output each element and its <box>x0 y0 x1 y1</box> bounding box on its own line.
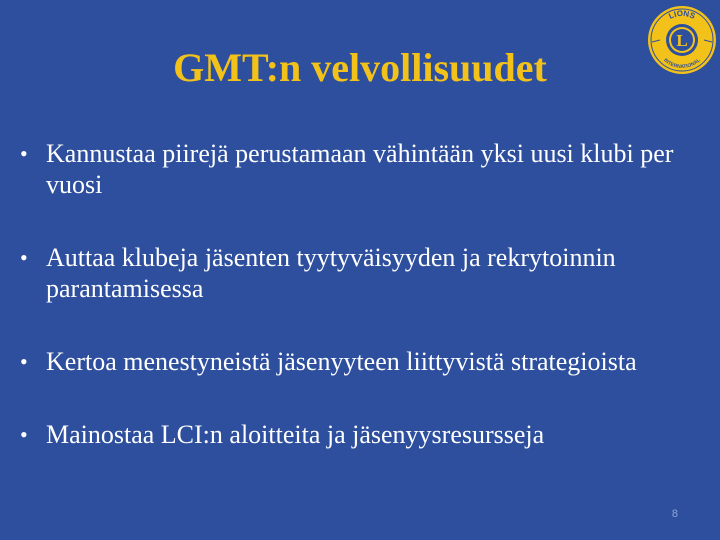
bullet-text: Mainostaa LCI:n aloitteita ja jäsenyysresursseja <box>46 420 545 449</box>
bullet-text: Kannustaa piirejä perustamaan vähintään yksi uusi klubi per vuosi <box>46 139 674 199</box>
logo-bottom-text: INTERNATIONAL <box>662 57 702 71</box>
logo-top-text: LIONS <box>667 8 697 21</box>
bullet-dot: • <box>20 349 28 374</box>
bullet-item <box>20 138 710 200</box>
lions-international-emblem-icon <box>646 4 718 76</box>
bullet-item <box>20 346 710 377</box>
bullet-text: Kertoa menestyneistä jäsenyyteen liittyvistä strategioista <box>46 347 637 376</box>
bullet-dot: • <box>20 245 28 270</box>
bullet-item <box>20 242 710 304</box>
bullet-item <box>20 419 710 450</box>
bullet-dot: • <box>20 141 28 166</box>
logo-center-letter: L <box>676 31 688 50</box>
page-number: 8 <box>671 508 678 520</box>
bullet-list <box>20 138 710 492</box>
bullet-dot: • <box>20 422 28 447</box>
slide-title: GMT:n velvollisuudet <box>173 45 547 90</box>
bullet-text: Auttaa klubeja jäsenten tyytyväisyyden ja rekrytoinnin parantamisessa <box>46 243 616 303</box>
